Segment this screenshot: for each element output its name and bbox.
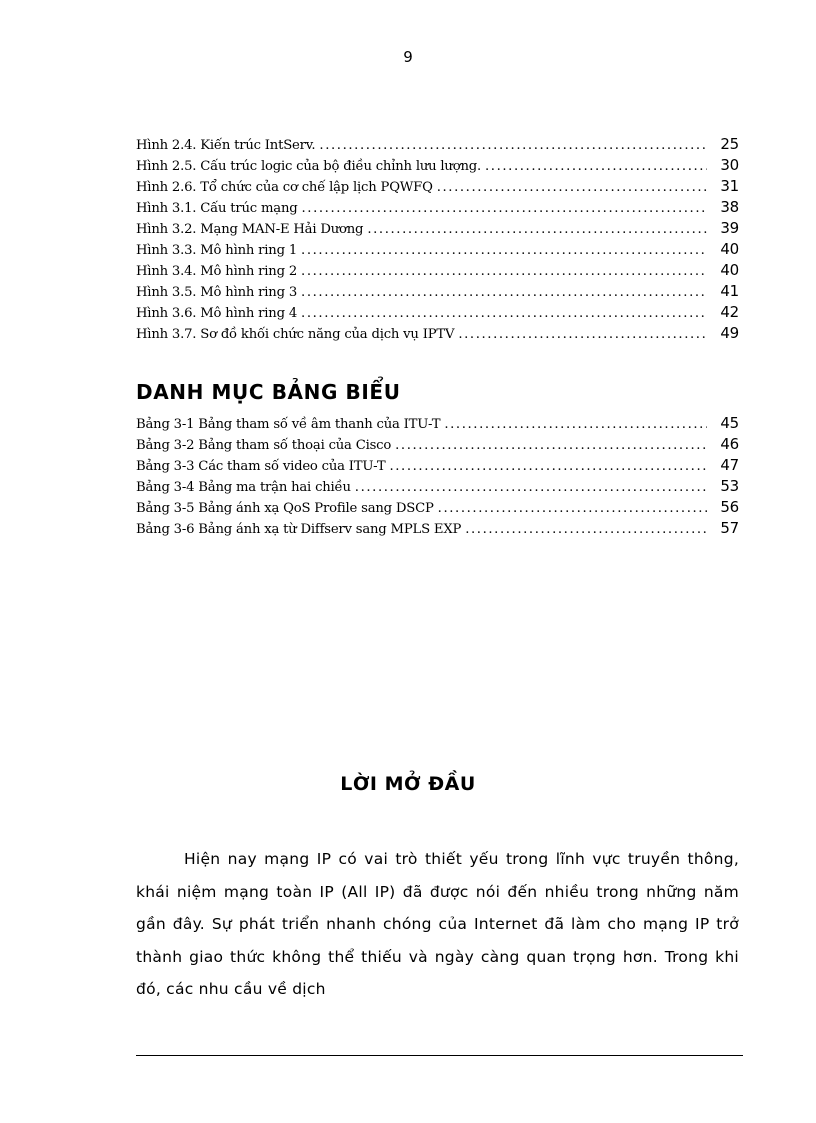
table-entry-page: 46 [720, 435, 739, 453]
table-entry-page: 56 [720, 498, 739, 516]
figure-entry [136, 302, 739, 323]
dot-leader [458, 324, 707, 345]
figure-entry-label: Hình 2.4. Kiến trúc IntServ. [136, 138, 316, 153]
table-entry-label: Bảng 3-2 Bảng tham số thoại của Cisco [136, 438, 392, 453]
table-entry-page: 57 [720, 519, 739, 537]
table-entry [136, 455, 739, 476]
figure-entry-page: 40 [720, 240, 739, 258]
table-entry [136, 518, 739, 539]
page-number: 9 [403, 48, 413, 66]
figure-entry [136, 218, 739, 239]
figure-entry-page: 30 [720, 156, 739, 174]
dot-leader [444, 414, 707, 435]
figure-entry [136, 197, 739, 218]
table-entry [136, 413, 739, 434]
dot-leader [437, 177, 707, 198]
figure-entry-label: Hình 3.5. Mô hình ring 3 [136, 285, 298, 300]
figure-entry [136, 281, 739, 302]
tables-section-title: DANH MỤC BẢNG BIỂU [136, 380, 401, 404]
table-entry [136, 476, 739, 497]
dot-leader [367, 219, 707, 240]
figure-entry-page: 42 [720, 303, 739, 321]
figure-entry-label: Hình 3.4. Mô hình ring 2 [136, 264, 298, 279]
dot-leader [301, 282, 707, 303]
footer-rule [136, 1055, 743, 1056]
figure-entry-page: 39 [720, 219, 739, 237]
dot-leader [301, 303, 707, 324]
dot-leader [465, 519, 707, 540]
figure-entry-label: Hình 3.6. Mô hình ring 4 [136, 306, 298, 321]
figure-entry-label: Hình 3.3. Mô hình ring 1 [136, 243, 298, 258]
dot-leader [355, 477, 707, 498]
figure-entry-page: 31 [720, 177, 739, 195]
table-entry-page: 47 [720, 456, 739, 474]
figure-list [136, 134, 739, 344]
dot-leader [319, 135, 707, 156]
table-entry-label: Bảng 3-5 Bảng ánh xạ QoS Profile sang DSCP [136, 501, 434, 516]
figure-entry-label: Hình 2.6. Tổ chức của cơ chế lập lịch PQWFQ [136, 180, 433, 195]
table-entry-label: Bảng 3-3 Các tham số video của ITU-T [136, 459, 386, 474]
figure-entry [136, 155, 739, 176]
table-list [136, 413, 739, 539]
intro-title: LỜI MỞ ĐẦU [340, 773, 476, 795]
figure-entry [136, 260, 739, 281]
figure-entry-page: 25 [720, 135, 739, 153]
figure-entry-label: Hình 3.1. Cấu trúc mạng [136, 201, 298, 216]
table-entry [136, 497, 739, 518]
intro-paragraph: Hiện nay mạng IP có vai trò thiết yếu trong lĩnh vực truyền thông, khái niệm mạng toàn IP (All IP) đã được nói đến nhiều trong những năm gần đây. Sự phát triển nhanh chóng của Internet đã làm cho mạng IP trở thành giao thức không thể thiếu và ngày càng quan trọng hơn. Trong khi đó, các nhu cầu về dịch [136, 850, 739, 998]
figure-entry-page: 38 [720, 198, 739, 216]
table-entry-label: Bảng 3-4 Bảng ma trận hai chiều [136, 480, 351, 495]
dot-leader [438, 498, 707, 519]
figure-entry-label: Hình 3.2. Mạng MAN-E Hải Dương [136, 222, 364, 237]
figure-entry [136, 323, 739, 344]
dot-leader [485, 156, 707, 177]
table-entry [136, 434, 739, 455]
figure-entry [136, 239, 739, 260]
dot-leader [389, 456, 707, 477]
figure-entry [136, 134, 739, 155]
figure-entry [136, 176, 739, 197]
figure-entry-page: 41 [720, 282, 739, 300]
figure-entry-label: Hình 2.5. Cấu trúc logic của bộ điều chỉnh lưu lượng. [136, 159, 481, 174]
dot-leader [302, 198, 708, 219]
dot-leader [301, 261, 707, 282]
table-entry-page: 45 [720, 414, 739, 432]
figure-entry-page: 40 [720, 261, 739, 279]
table-entry-label: Bảng 3-1 Bảng tham số về âm thanh của ITU-T [136, 417, 441, 432]
figure-entry-label: Hình 3.7. Sơ đồ khối chức năng của dịch vụ IPTV [136, 327, 455, 342]
table-entry-label: Bảng 3-6 Bảng ánh xạ từ Diffserv sang MPLS EXP [136, 522, 462, 537]
table-entry-page: 53 [720, 477, 739, 495]
figure-entry-page: 49 [720, 324, 739, 342]
dot-leader [301, 240, 707, 261]
dot-leader [395, 435, 707, 456]
